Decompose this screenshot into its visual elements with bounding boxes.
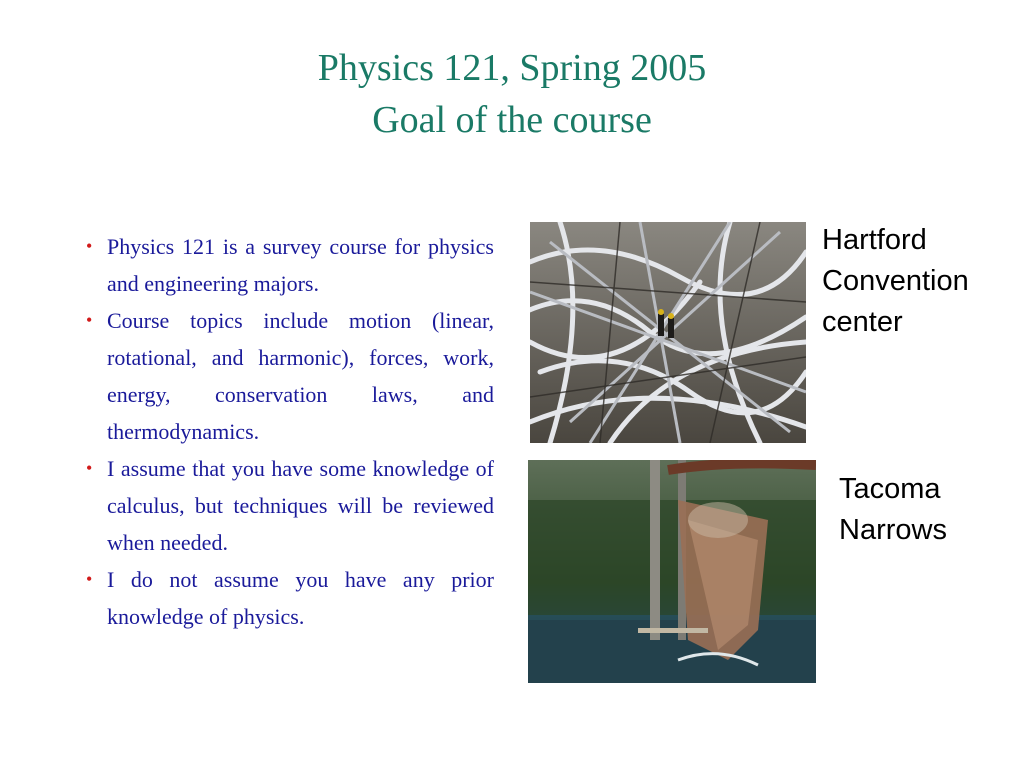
hartford-collapse-photo: [530, 222, 806, 443]
caption-line: center: [822, 306, 903, 338]
caption-line: Convention: [822, 265, 969, 297]
tacoma-caption: [839, 469, 947, 551]
tacoma-narrows-photo: [528, 460, 816, 683]
bullet-text: Physics 121 is a survey course for physics and engineering majors.: [107, 234, 494, 296]
bullet-item: [86, 302, 494, 450]
slide-title: [0, 42, 1024, 146]
bullet-dot-icon: •: [86, 310, 93, 330]
bullet-dot-icon: •: [86, 458, 93, 478]
caption-line: Tacoma: [839, 473, 941, 505]
caption-line: Hartford: [822, 224, 927, 256]
title-line-1: Physics 121, Spring 2005: [317, 47, 707, 89]
bullet-text: I do not assume you have any prior knowledge of physics.: [107, 567, 494, 629]
hartford-photo-illustration: [530, 222, 806, 443]
hartford-caption: [822, 220, 969, 343]
caption-line: Narrows: [839, 514, 947, 546]
bullet-text: Course topics include motion (linear, rotational, and harmonic), forces, work, energy, conservation laws, and thermodynamics.: [107, 308, 494, 444]
bullet-dot-icon: •: [86, 569, 93, 589]
tacoma-photo-illustration: [528, 460, 816, 683]
title-line-2: Goal of the course: [372, 99, 652, 141]
bullet-item: [86, 228, 494, 302]
bullet-text: I assume that you have some knowledge of calculus, but techniques will be reviewed when needed.: [107, 456, 494, 555]
bullet-item: [86, 561, 494, 635]
bullet-item: [86, 450, 494, 561]
bullet-list: [86, 228, 494, 635]
bullet-dot-icon: •: [86, 236, 93, 256]
